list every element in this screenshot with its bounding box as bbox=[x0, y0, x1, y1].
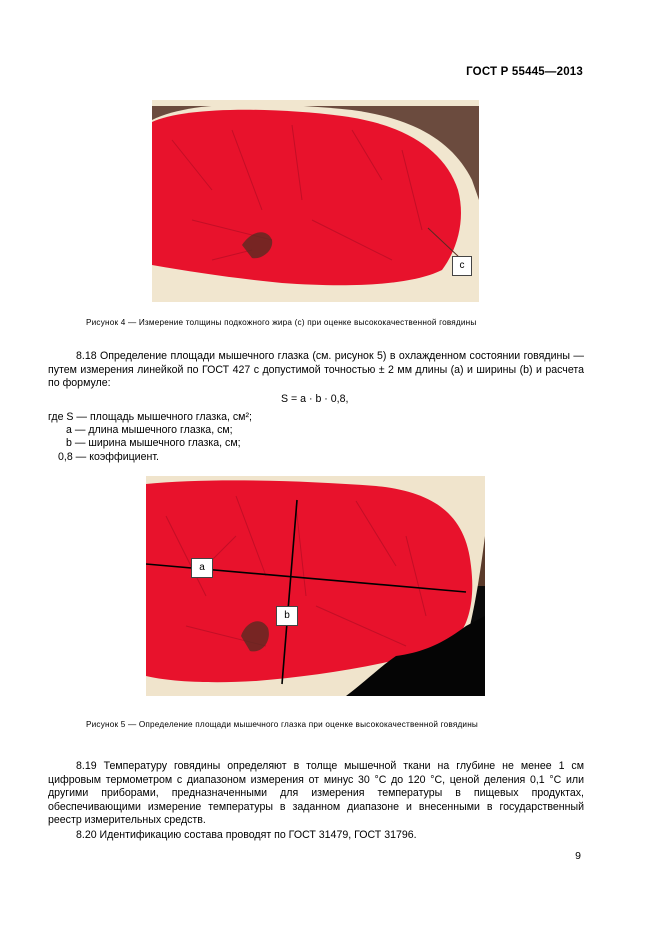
figure-5-label-b: b bbox=[276, 606, 298, 626]
def-a: a — длина мышечного глазка, см; bbox=[66, 424, 233, 437]
beef-cut-photo-5 bbox=[146, 476, 485, 696]
figure-5-label-a: a bbox=[191, 558, 213, 578]
beef-cut-photo-4 bbox=[152, 100, 479, 302]
where-intro: где S — площадь мышечного глазка, см²; bbox=[48, 411, 252, 423]
formula-definitions bbox=[48, 411, 252, 464]
figure-4-image bbox=[152, 100, 479, 302]
def-coef: 0,8 — коэффициент. bbox=[58, 450, 159, 463]
paragraph-8-20: 8.20 Идентификацию состава проводят по ГОСТ 31479, ГОСТ 31796. bbox=[76, 829, 417, 841]
area-formula: S = a · b · 0,8, bbox=[281, 393, 349, 405]
def-b: b — ширина мышечного глазка, см; bbox=[66, 437, 241, 450]
figure-5-caption: Рисунок 5 — Определение площади мышечного глазка при оценке высококачественной говядины bbox=[86, 720, 479, 729]
page-number: 9 bbox=[575, 850, 581, 862]
document-id: ГОСТ Р 55445—2013 bbox=[466, 66, 583, 78]
figure-4-label-c: с bbox=[452, 256, 472, 276]
paragraph-8-19: 8.19 Температуру говядины определяют в толще мышечной ткани на глубине не менее 1 см цифровым термометром с диапазоном измерения от минус 30 °С до 120 °С, ценой деления 0,1 °С или другими приборами, предназначенными для измерения температуры в пищевых продуктах, обеспечивающими измерение температуры в заданном диапазоне и внесенными в государственный реестр измерительных средств. bbox=[48, 760, 584, 827]
figure-4-caption: Рисунок 4 — Измерение толщины подкожного жира (с) при оценке высококачественной говядины bbox=[86, 318, 477, 327]
paragraph-8-18: 8.18 Определение площади мышечного глазка (см. рисунок 5) в охлажденном состоянии говядины — путем измерения линейкой по ГОСТ 427 с допустимой точностью ± 2 мм длины (а) и ширины (b) и расчета по формуле: bbox=[48, 350, 584, 390]
figure-5-image bbox=[146, 476, 485, 696]
